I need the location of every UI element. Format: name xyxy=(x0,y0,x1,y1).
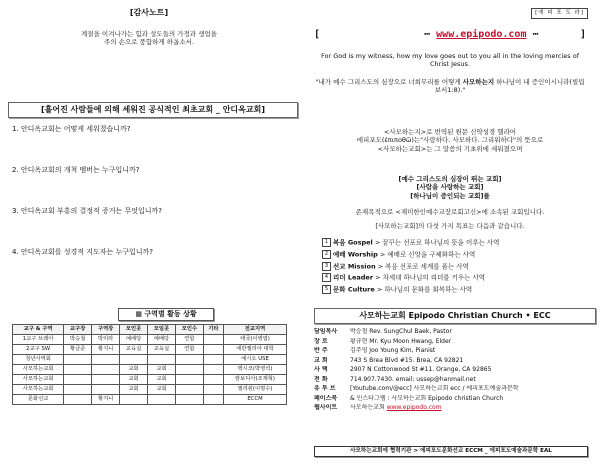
table-cell xyxy=(175,395,203,405)
contact-label: 반 주 xyxy=(314,347,328,354)
table-cell: 교회 xyxy=(148,385,176,395)
mission-text: > 차세대 하나님의 리더를 키우는 사역 xyxy=(373,273,486,282)
table-row xyxy=(13,355,287,365)
table-icon: ▦ xyxy=(135,310,145,318)
mission-name: 복음 Gospel xyxy=(333,238,373,247)
contact-value: 714.907.7430. email: ussep@hanmail.net xyxy=(350,375,476,383)
partner-footer: 사모하는교회에 협력기관 > 에피포도문화선교 ECCM _ 에피포도예술과문학 EAL xyxy=(314,446,588,457)
table-cell xyxy=(203,345,223,355)
contact-row xyxy=(314,347,586,357)
table-cell: 사모하는교회 xyxy=(13,385,64,395)
contact-label: 전 화 xyxy=(314,375,328,383)
mission-item xyxy=(322,250,586,262)
mission-text: > 꿈꾸는 선포로 하나님의 뜻을 이루는 사역 xyxy=(372,238,500,247)
dotted-line-icon: ⋯ xyxy=(532,29,539,40)
mission-name: 문화 Culture xyxy=(333,285,375,294)
church-identity xyxy=(314,175,586,200)
table-cell xyxy=(120,395,148,405)
study-question: 4. 안디옥교회를 성경적 지도자는 누구입니까? xyxy=(12,248,154,256)
contact-label: 유 투 브 xyxy=(314,385,336,392)
table-cell xyxy=(203,385,223,395)
table-cell: 황지니 xyxy=(92,395,120,405)
table-cell: 캄보디아(조재혁) xyxy=(224,375,287,385)
contact-value: 2907 N Cottonwood St #11. Orange, CA 92865 xyxy=(350,366,492,373)
mission-list xyxy=(322,238,586,297)
table-cell xyxy=(92,365,120,375)
table-header-cell: 모임곳 xyxy=(148,325,176,335)
table-cell: 2교구 SW xyxy=(13,345,64,355)
contact-list xyxy=(314,328,586,414)
table-cell xyxy=(64,385,92,395)
table-cell: 예시오 USE xyxy=(224,355,287,365)
table-cell xyxy=(203,375,223,385)
table-cell: 연합 xyxy=(175,335,203,345)
note-line: 주의 손으로 풍함하게 하옵소서. xyxy=(104,38,194,47)
contact-label: 사 택 xyxy=(314,366,328,373)
table-cell xyxy=(148,355,176,365)
table-cell: 청년사역회 xyxy=(13,355,64,365)
table-cell: 문화선교 xyxy=(13,395,64,405)
table-cell: 1교구 브레아 xyxy=(13,335,64,345)
table-cell xyxy=(92,355,120,365)
table-cell xyxy=(64,375,92,385)
table-cell xyxy=(64,395,92,405)
page-tag: [에 피 포 도 라] xyxy=(531,8,588,19)
table-cell xyxy=(92,385,120,395)
table-cell: 사모하는교회 xyxy=(13,365,64,375)
identity-line: [사람을 사랑하는 교회] xyxy=(416,183,484,192)
contact-value: 황규현 Mr. Kyu Moon Hwang, Elder xyxy=(350,337,452,345)
table-cell xyxy=(64,365,92,375)
table-row xyxy=(13,345,287,355)
table-cell: 필리핀(이명수) xyxy=(224,385,287,395)
mission-name: 리더 Leader xyxy=(333,273,374,282)
thanks-note-title: [감사노트] xyxy=(129,8,169,17)
table-cell: 교회 xyxy=(148,375,176,385)
table-cell xyxy=(120,355,148,365)
site-banner: [ ⋯ www.epipodo.com ⋯ ] xyxy=(314,29,586,40)
table-cell xyxy=(203,395,223,405)
number-badge-icon: 1 xyxy=(322,238,331,247)
contact-value: 김주영 Joo Young Kim, Pianist xyxy=(350,347,436,354)
study-question: 3. 안디옥교회 부흥의 결정적 증거는 무엇입니까? xyxy=(12,207,162,215)
table-cell xyxy=(203,365,223,375)
contact-row xyxy=(314,338,586,348)
table-row xyxy=(13,375,287,385)
contact-row xyxy=(314,366,586,376)
dotted-line-icon: ⋯ xyxy=(424,29,431,40)
mission-intro: [사모하는교회]의 다섯 가지 목표는 다음과 같습니다. xyxy=(375,222,525,230)
contact-label: 담임목사 xyxy=(314,328,338,335)
study-questions xyxy=(12,125,287,289)
activity-table-title: ▦ 구역별 활동 상황 xyxy=(118,308,214,321)
contact-label: 교 회 xyxy=(314,356,328,364)
table-cell xyxy=(92,375,120,385)
identity-line: [하나님이 증인되는 교회]를 xyxy=(410,191,490,200)
table-header-cell: 모인곳 xyxy=(120,325,148,335)
contact-value: & 인스타그램 : 사모하는교회 Epipodo christian Church xyxy=(350,394,504,402)
table-cell: 박미라 xyxy=(92,335,120,345)
contact-label: 페이스북 xyxy=(314,394,338,402)
contact-row xyxy=(314,328,586,338)
table-cell xyxy=(203,355,223,365)
mission-text: > 복음 선포로 세계를 품는 사역 xyxy=(375,262,469,271)
number-badge-icon: 3 xyxy=(322,262,331,271)
contact-value: 박승철 Rev. SungChul Baek, Pastor xyxy=(350,328,452,335)
table-cell xyxy=(175,375,203,385)
contact-value: 사모하는교회 xyxy=(350,404,387,411)
study-question: 1. 안디옥교회는 어떻게 세워졌습니까? xyxy=(12,125,131,133)
church-name: 사모하는교회 Epipodo Christian Church • ECC xyxy=(314,308,596,324)
verse-english: For God is my witness, how my love goes out to you all in the loving mercies of Christ Jesus. xyxy=(320,52,579,69)
table-cell: 교회 xyxy=(120,365,148,375)
explanation-line: 에피포도(ἐπιποθῶ)는"사랑하다. 사모하다. 그리워하다"의 뜻으로 xyxy=(356,136,544,145)
identity-line: [예수 그리스도의 심장이 뛰는 교회] xyxy=(398,175,502,183)
contact-row xyxy=(314,385,586,395)
greek-explanation xyxy=(314,128,586,153)
website-link[interactable]: www.epipodo.com xyxy=(436,29,527,40)
table-cell: 교회 xyxy=(148,365,176,375)
contact-value: [Youtube.com/@ecc] 사모하는교회 ecc / 에피포도예술과문학 xyxy=(350,385,519,392)
contact-row xyxy=(314,357,586,367)
study-question: 2. 안디옥교회의 개척 멤버는 누구입니까? xyxy=(12,166,140,174)
contact-row xyxy=(314,404,586,414)
table-cell xyxy=(64,355,92,365)
table-header-cell: 기타 xyxy=(203,325,223,335)
table-cell: 사모하는교회 xyxy=(13,375,64,385)
table-header-cell: 교구 & 구역 xyxy=(13,325,64,335)
table-cell xyxy=(203,335,223,345)
denomination-note: 존재목적으로 <재미한인예수교장로회고신>에 소속된 교회입니다. xyxy=(355,208,545,216)
activity-table xyxy=(12,324,287,405)
table-cell xyxy=(175,365,203,375)
contact-label: 웹사이트 xyxy=(314,404,338,411)
table-cell xyxy=(148,395,176,405)
table-cell: 교회 xyxy=(120,375,148,385)
table-cell: ECCM xyxy=(224,395,287,405)
verse-korean: "내가 예수 그리스도의 심장으로 너희무리를 어떻게 사모하는지 하나님이 내 증인이시니라(빌립보서1:8)." xyxy=(315,78,585,95)
table-cell: 태국(이병엽) xyxy=(224,335,287,345)
mission-item xyxy=(322,285,586,297)
table-row xyxy=(13,335,287,345)
right-page xyxy=(300,0,600,464)
table-cell: 예배당 xyxy=(148,335,176,345)
contact-row xyxy=(314,376,586,386)
contact-value: 743 S Brea Blvd #15. Brea, CA 92821 xyxy=(350,356,464,364)
explanation-line: <사모하는교회>는 그 말씀의 기초위에 세워졌으며 xyxy=(377,144,523,153)
table-cell: 예배당 xyxy=(120,335,148,345)
number-badge-icon: 2 xyxy=(322,250,331,259)
table-header-cell: 구역장 xyxy=(92,325,120,335)
number-badge-icon: 5 xyxy=(322,285,331,294)
table-cell: 멕시코(박영석) xyxy=(224,365,287,375)
table-header-cell: 전교지역 xyxy=(224,325,287,335)
table-header-cell: 교구장 xyxy=(64,325,92,335)
table-cell xyxy=(175,355,203,365)
note-line: 계절을 이겨나가는 힘과 성도들의 가정과 생업을 xyxy=(81,30,217,38)
study-title: [흩어진 사람들에 의해 세워진 공식적인 최초교회 _ 안디옥교회] xyxy=(8,102,298,118)
contact-label: 장 로 xyxy=(314,337,328,345)
table-cell: 황지니 xyxy=(92,345,120,355)
mission-text: > 예배로 신앙을 구체화하는 사역 xyxy=(377,250,476,259)
table-cell: 박승철 xyxy=(64,335,92,345)
table-row xyxy=(13,395,287,405)
mission-item xyxy=(322,262,586,274)
table-row xyxy=(13,365,287,375)
number-badge-icon: 4 xyxy=(322,273,331,282)
table-cell: 교육실 xyxy=(148,345,176,355)
contact-link[interactable]: www.epipodo.com xyxy=(386,404,442,411)
left-page xyxy=(0,0,298,464)
thanks-note-body xyxy=(20,30,278,47)
mission-item xyxy=(322,273,586,285)
mission-text: > 하나님의 문화를 회복하는 사역 xyxy=(374,285,473,294)
table-row xyxy=(13,385,287,395)
contact-row xyxy=(314,395,586,405)
mission-name: 예배 Worship xyxy=(333,250,378,259)
table-cell: 에반젤리아 대학 xyxy=(224,345,287,355)
table-cell: 교회 xyxy=(120,385,148,395)
table-cell: 황금준 xyxy=(64,345,92,355)
activity-table-header xyxy=(13,325,287,335)
explanation-line: <사모하는지>로 번역된 원문 신약성경 헬라어 xyxy=(383,128,517,136)
table-header-cell: 모인수 xyxy=(175,325,203,335)
table-cell: 교육실 xyxy=(120,345,148,355)
mission-name: 선교 Mission xyxy=(333,262,376,271)
mission-item xyxy=(322,238,586,250)
activity-table-body xyxy=(13,335,287,405)
table-cell: 연합 xyxy=(175,345,203,355)
table-cell xyxy=(175,385,203,395)
